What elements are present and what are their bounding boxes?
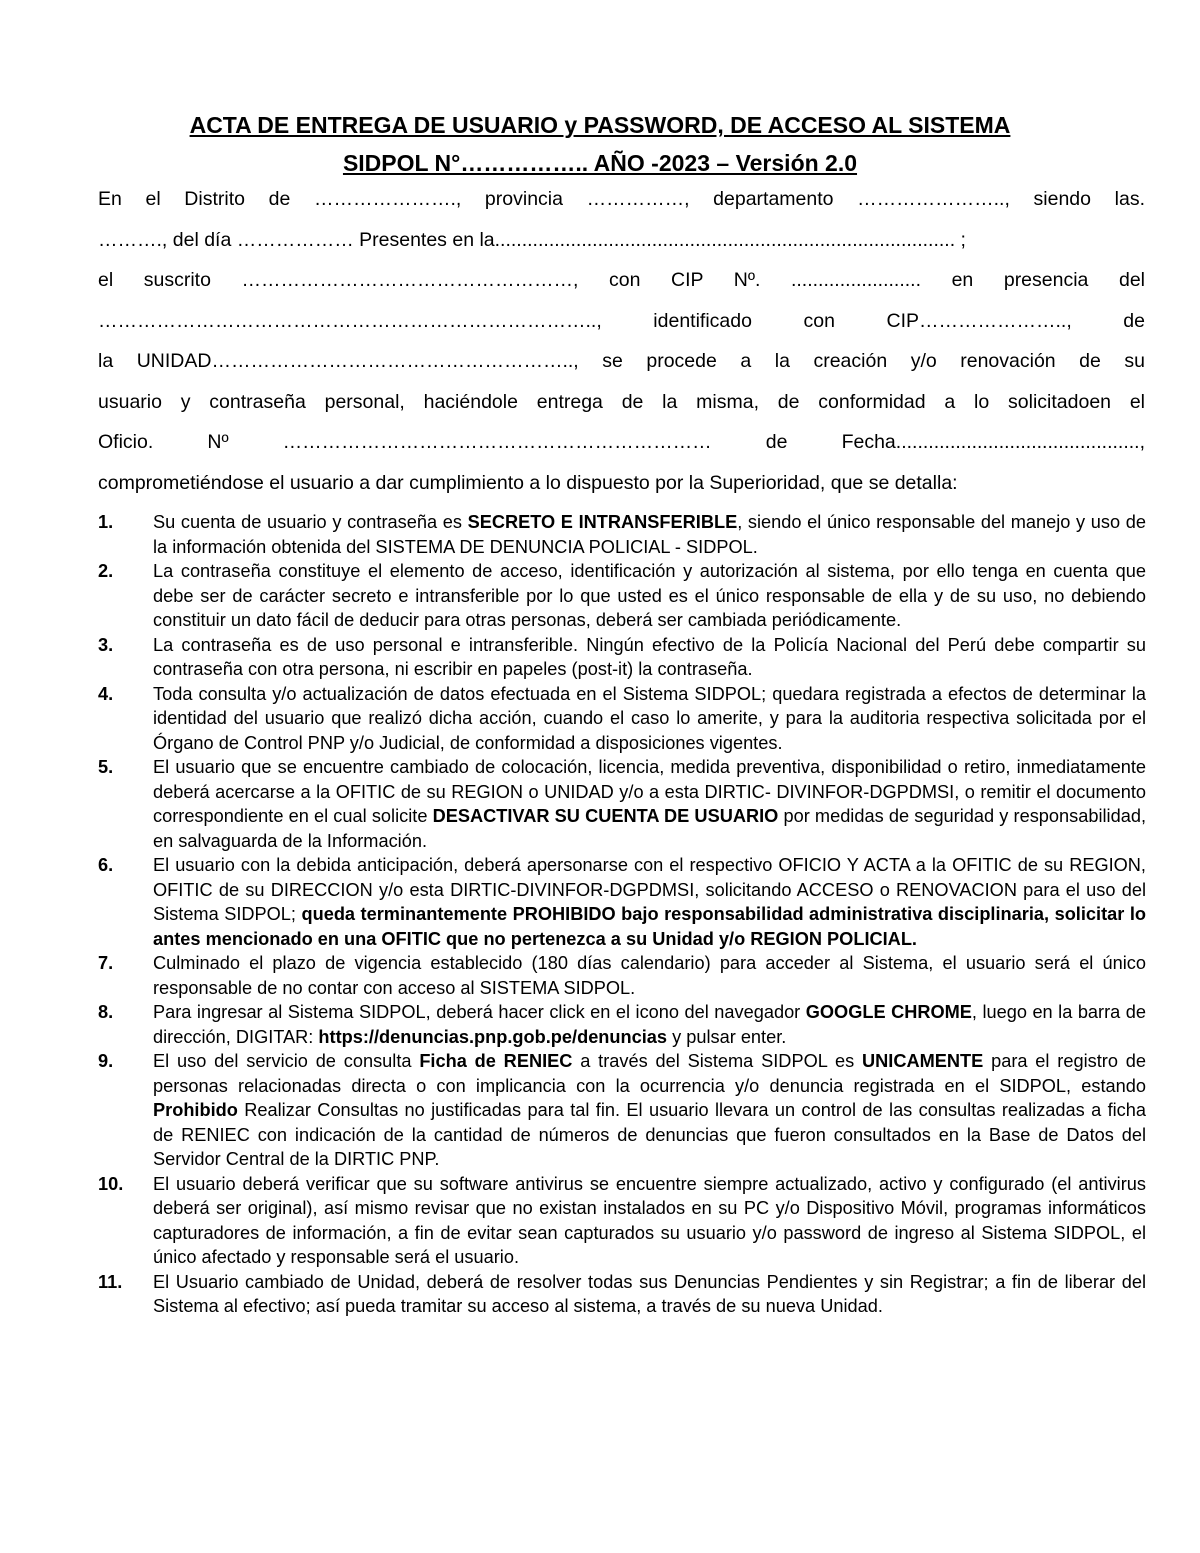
- list-item: 10. El usuario deberá verificar que su software antivirus se encuentre siempre actualizado, activo y configurado (el antivirus deberá ser original), así mismo revisar que no existan instalados en su PC y/o Dispositivo Móvil, programas informáticos capturadores de información, a fin de evitar sean capturados su usuario y/o password de ingreso al Sistema SIDPOL, el único afectado y responsable será el usuario.: [98, 1173, 1146, 1267]
- list-item-number: 2.: [98, 561, 114, 581]
- intro-line: ………………………………………………………………….., identificado con CIP………………….., de: [98, 310, 1145, 332]
- list-item-number: 6.: [98, 855, 114, 875]
- list-item-number: 4.: [98, 683, 114, 704]
- list-item-number: 11.: [98, 1271, 123, 1292]
- document-title-line-1: ACTA DE ENTREGA DE USUARIO y PASSWORD, DE ACCESO AL SISTEMA: [189, 112, 1011, 138]
- intro-line: Oficio. Nº ………………………………………………………… de Fecha.............................................,: [98, 431, 1145, 453]
- list-item-number: 7.: [98, 953, 114, 973]
- intro-line: ………., del día ……………… Presentes en la..................................................................................... ;: [98, 229, 966, 251]
- list-item: 9. El uso del servicio de consulta Ficha de RENIEC a través del Sistema SIDPOL es UNICAMENTE para el registro de personas relacionadas directa o con implicancia con la ocurrencia y/o denuncia registrada en el SIDPOL, estando Prohibido Realizar Consultas no justificadas para tal fin. El usuario llevara un control de las consultas realizadas a ficha de RENIEC con indicación de la cantidad de números de denuncias que fueron consultados en la Base de Datos del Servidor Central de la DIRTIC PNP.: [98, 1051, 1146, 1169]
- list-item-number: 3.: [98, 634, 114, 655]
- intro-line: la UNIDAD……………………………………………….., se procede a la creación y/o renovación de su: [98, 350, 1145, 372]
- list-item-number: 9.: [98, 1051, 114, 1071]
- list-item-number: 8.: [98, 1002, 114, 1022]
- list-item: 5. El usuario que se encuentre cambiado de colocación, licencia, medida preventiva, disponibilidad o retiro, inmediatamente deberá acercarse a la OFITIC de su REGION o UNIDAD y/o a esta DIRTIC- DIVINFOR-DGPDMSI, o remitir el documento correspondiente en el cual solicite DESACTIVAR SU CUENTA DE USUARIO por medidas de seguridad y responsabilidad, en salvaguarda de la Información.: [98, 757, 1146, 851]
- list-item: 6. El usuario con la debida anticipación, deberá apersonarse con el respectivo OFICIO Y ACTA a la OFITIC de su REGION, OFITIC de su DIRECCION y/o esta DIRTIC-DIVINFOR-DGPDMSI, solicitando ACCESO o RENOVACION para el uso del Sistema SIDPOL; queda terminantemente PROHIBIDO bajo responsabilidad administrativa disciplinaria, solicitar lo antes mencionado en una OFITIC que no pertenezca a su Unidad y/o REGION POLICIAL.: [98, 855, 1146, 949]
- list-item: 7. Culminado el plazo de vigencia establecido (180 días calendario) para acceder al Sistema, el usuario será el único responsable de no contar con acceso al SISTEMA SIDPOL.: [98, 953, 1146, 998]
- list-item: 8. Para ingresar al Sistema SIDPOL, deberá hacer click en el icono del navegador GOOGLE CHROME, luego en la barra de dirección, DIGITAR: https://denuncias.pnp.gob.pe/denuncias y pulsar enter.: [98, 1002, 1146, 1047]
- intro-line: comprometiéndose el usuario a dar cumplimiento a lo dispuesto por la Superioridad, que se detalla:: [98, 472, 958, 494]
- intro-line: En el Distrito de …………………., provincia ……………, departamento ………………….., siendo las.: [98, 188, 1145, 210]
- list-item: 3. La contraseña es de uso personal e intransferible. Ningún efectivo de la Policía Nacional del Perú debe compartir su contraseña con otra persona, ni escribir en papeles (post-it) la contraseña.: [98, 634, 1146, 679]
- url-text: https://denuncias.pnp.gob.pe/denuncias: [318, 1026, 668, 1047]
- list-item: 2. La contraseña constituye el elemento de acceso, identificación y autorización al sistema, por ello tenga en cuenta que debe ser de carácter secreto e intransferible por lo que usted es el único responsable de ella y de su uso, no debiendo constituir un dato fácil de deducir para otras personas, deberá ser cambiada periódicamente.: [98, 561, 1146, 630]
- list-item-number: 10.: [98, 1173, 124, 1194]
- list-item-number: 5.: [98, 757, 114, 777]
- list-item-number: 1.: [98, 512, 114, 532]
- intro-line: el suscrito ……………………………………………, con CIP Nº. ........................ en presencia del: [98, 269, 1145, 291]
- list-item: 11. El Usuario cambiado de Unidad, deberá de resolver todas sus Denuncias Pendientes y sin Registrar; a fin de liberar del Sistema al efectivo; así pueda tramitar su acceso al sistema, a través de su nueva Unidad.: [98, 1271, 1146, 1316]
- intro-line: usuario y contraseña personal, haciéndole entrega de la misma, de conformidad a lo solicitadoen el: [98, 391, 1145, 413]
- document-title-line-2: SIDPOL N°…………….. AÑO -2023 – Versión 2.0: [342, 150, 858, 176]
- list-item: 4. Toda consulta y/o actualización de datos efectuada en el Sistema SIDPOL; quedara registrada a efectos de determinar la identidad del usuario que realizó dicha acción, cuando el caso lo amerite, y para la auditoria respectiva solicitada por el Órgano de Control PNP y/o Judicial, de conformidad a disposiciones vigentes.: [98, 683, 1146, 753]
- list-item: 1. Su cuenta de usuario y contraseña es SECRETO E INTRANSFERIBLE, siendo el único responsable del manejo y uso de la información obtenida del SISTEMA DE DENUNCIA POLICIAL - SIDPOL.: [98, 512, 1146, 557]
- obligations-list: [98, 510, 1146, 1319]
